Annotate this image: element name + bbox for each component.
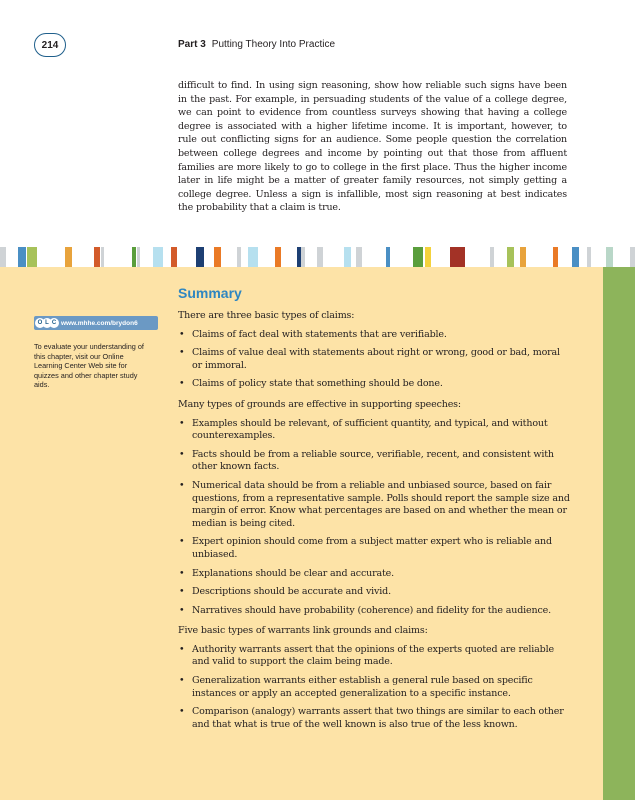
stripe-segment xyxy=(630,247,635,267)
list-item: • Generalization warrants either establish a general rule based on specific instances or apply an accepted generalization to a specific instance. xyxy=(178,675,570,700)
stripe-segment xyxy=(27,247,37,267)
list-item: • Authority warrants assert that the opinions of the experts quoted are reliable and valid to support the claim being made. xyxy=(178,644,570,669)
stripe-segment xyxy=(425,247,431,267)
list-item: • Explanations should be clear and accurate. xyxy=(178,568,570,581)
stripe-segment xyxy=(65,247,72,267)
stripe-segment xyxy=(606,247,613,267)
stripe-segment xyxy=(18,247,26,267)
list-item: • Narratives should have probability (coherence) and fidelity for the audience. xyxy=(178,605,570,618)
list-item: • Claims of value deal with statements about right or wrong, good or bad, moral or immoral. xyxy=(178,347,570,372)
list-item: • Examples should be relevant, of sufficient quantity, and typical, and without counterexamples. xyxy=(178,418,570,443)
stripe-segment xyxy=(248,247,258,267)
stripe-segment xyxy=(275,247,281,267)
stripe-segment xyxy=(356,247,362,267)
intro-paragraph: difficult to find. In using sign reasoning, show how reliable such signs have been in the past. For example, in persuading students of the value of a college degree, we can point to evidence from countless surveys showing that having a college degree is associated with a higher lifetime income. It is important, however, to rule out conflicting signs for an audience. Some people question the correlation between college degrees and income by pointing out that those from affluent families are more likely to go to college in the first place. Thus the higher income later in life might be a matter of greater family resources, not simply getting a college degree. Unless a sign is infallible, most sign reasoning at best indicates the probability that a claim is true. xyxy=(178,80,567,214)
stripe-segment xyxy=(344,247,351,267)
list-item: • Claims of policy state that something should be done. xyxy=(178,378,570,391)
stripe-segment xyxy=(301,247,305,267)
warrants-list xyxy=(178,644,570,732)
olc-sidenote: To evaluate your understanding of this chapter, visit our Online Learning Center Web site for quizzes and other chapter study aids. xyxy=(34,342,144,390)
running-header xyxy=(178,39,335,50)
stripe-segment xyxy=(450,247,465,267)
stripe-segment xyxy=(386,247,390,267)
olc-badge[interactable] xyxy=(34,316,158,330)
olc-url-link[interactable]: www.mhhe.com/brydon6 xyxy=(61,319,138,327)
claims-intro: There are three basic types of claims: xyxy=(178,310,355,321)
summary-title: Summary xyxy=(178,285,242,301)
list-item: • Facts should be from a reliable source, verifiable, recent, and consistent with other known facts. xyxy=(178,449,570,474)
stripe-segment xyxy=(490,247,494,267)
stripe-segment xyxy=(94,247,100,267)
stripe-segment xyxy=(507,247,514,267)
stripe-segment xyxy=(171,247,177,267)
stripe-segment xyxy=(0,247,6,267)
stripe-segment xyxy=(101,247,104,267)
list-item: • Claims of fact deal with statements that are verifiable. xyxy=(178,329,570,342)
decorative-color-stripe xyxy=(0,247,635,267)
stripe-segment xyxy=(553,247,558,267)
stripe-segment xyxy=(237,247,241,267)
stripe-segment xyxy=(196,247,204,267)
stripe-segment xyxy=(520,247,526,267)
stripe-segment xyxy=(413,247,423,267)
grounds-intro: Many types of grounds are effective in supporting speeches: xyxy=(178,398,461,410)
olc-logo-icon: O L C xyxy=(34,316,60,330)
summary-content xyxy=(178,310,570,739)
list-item: • Expert opinion should come from a subject matter expert who is reliable and unbiased. xyxy=(178,536,570,561)
page-number: 214 xyxy=(34,33,66,57)
claims-list xyxy=(178,329,570,391)
stripe-segment xyxy=(132,247,136,267)
stripe-segment xyxy=(153,247,163,267)
stripe-segment xyxy=(572,247,579,267)
part-title: Putting Theory Into Practice xyxy=(211,39,336,50)
list-item: • Descriptions should be accurate and vivid. xyxy=(178,586,570,599)
stripe-segment xyxy=(214,247,221,267)
list-item: • Comparison (analogy) warrants assert that two things are similar to each other and that what is true of the well known is also true of the less known. xyxy=(178,706,570,731)
part-label: Part 3 xyxy=(178,39,206,50)
warrants-intro: Five basic types of warrants link grounds and claims: xyxy=(178,625,428,637)
stripe-segment xyxy=(317,247,323,267)
side-color-bar xyxy=(603,267,635,800)
stripe-segment xyxy=(587,247,591,267)
list-item: • Numerical data should be from a reliable and unbiased source, based on fair questions, from a representative sample. Polls should report the sample size and margin of error. Know what percentages are based on and whether the mean or median is being cited. xyxy=(178,480,570,530)
stripe-segment xyxy=(137,247,140,267)
grounds-list xyxy=(178,418,570,618)
